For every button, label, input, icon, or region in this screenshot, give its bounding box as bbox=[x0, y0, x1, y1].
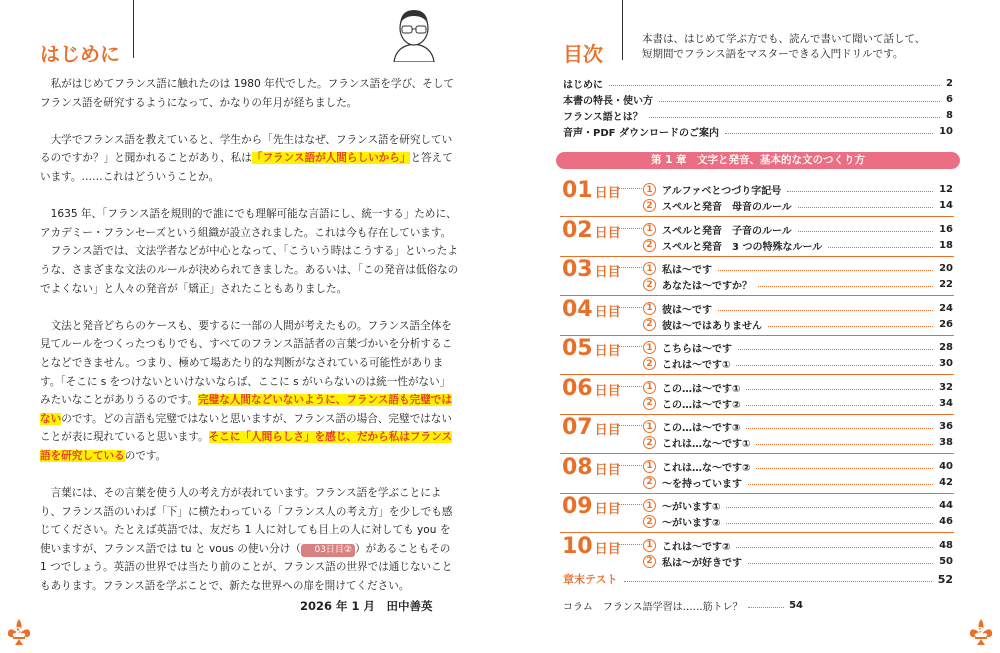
leader-dots bbox=[618, 386, 642, 387]
lesson-title: アルファベとつづり字記号 bbox=[662, 186, 782, 197]
leader-dots bbox=[618, 267, 642, 268]
lesson-page: 38 bbox=[939, 437, 953, 448]
lesson-page: 34 bbox=[939, 397, 953, 409]
margin-rule bbox=[622, 0, 623, 60]
leader-dots bbox=[618, 504, 642, 505]
lesson-page: 30 bbox=[939, 358, 953, 369]
highlight: 完璧な人間などいないように、フランス語も完璧ではない bbox=[40, 394, 452, 425]
toc-item-test[interactable]: 章末テスト 52 bbox=[563, 572, 953, 586]
toc-item[interactable]: フランス語とは？ 8 bbox=[563, 109, 953, 123]
lesson-page: 18 bbox=[939, 239, 953, 251]
highlight: 「フランス語が人間らしいから」 bbox=[251, 152, 411, 165]
lesson-page: 46 bbox=[939, 516, 953, 527]
lesson-number-badge: 1 bbox=[643, 420, 656, 433]
paragraph: フランス語では、文法学者などが中心となって、「こういう時はこうする」といったような、さまざまな文法のルールが決められてきました。あるいは、「この発音は低俗なのでよくない」と人々の発音が「矯正」されたこともありました。 bbox=[40, 245, 459, 295]
toc-lesson[interactable] bbox=[643, 380, 953, 395]
toc-lesson[interactable] bbox=[643, 356, 953, 371]
lesson-page: 32 bbox=[939, 381, 953, 393]
leader-dots bbox=[618, 465, 642, 466]
lesson-page: 28 bbox=[939, 342, 953, 353]
day-label: 07 日目 bbox=[562, 415, 621, 440]
day-label: 09 日目 bbox=[562, 494, 621, 519]
toc-lesson[interactable] bbox=[643, 198, 953, 213]
introduction-body bbox=[40, 75, 460, 614]
lesson-number-badge: 2 bbox=[643, 199, 656, 212]
toc-lesson[interactable] bbox=[643, 238, 953, 253]
toc-lesson[interactable] bbox=[643, 554, 953, 569]
lesson-title: こちらは～です bbox=[662, 344, 732, 355]
day-label: 05 日目 bbox=[562, 336, 621, 361]
lesson-number-badge: 1 bbox=[643, 499, 656, 512]
paragraph: 私がはじめてフランス語に触れたのは 1980 年代でした。フランス語を学び、そしてフランス語を研究するようになって、かなりの年月が経ちました。 bbox=[40, 78, 455, 109]
lesson-page: 24 bbox=[939, 302, 953, 314]
highlight: そこに「人間らしさ」を感じ、だから私はフランス語を研究している bbox=[40, 431, 452, 462]
toc-item[interactable]: 音声・PDF ダウンロードのご案内 10 bbox=[563, 125, 953, 139]
paragraph: 1635 年、「フランス語を規則的で誰にでも理解可能な言語にし、統一する」ために、アカデミー・フランセーズという組織が設立されました。これは今も存在しています。 bbox=[40, 208, 457, 239]
lesson-title: この…は～です③ bbox=[662, 423, 741, 434]
lesson-page: 22 bbox=[939, 279, 953, 290]
lesson-title: この…は～です① bbox=[662, 383, 741, 395]
lesson-number-badge: 2 bbox=[643, 239, 656, 252]
lesson-number-badge: 2 bbox=[643, 318, 656, 331]
toc-item-column[interactable]: コラム フランス語学習は……筋トレ？ 54 bbox=[563, 600, 803, 613]
lesson-title: 私は～が好きです bbox=[662, 557, 742, 569]
lesson-number-badge: 1 bbox=[643, 341, 656, 354]
lesson-title: スペルと発音 母音のルール bbox=[662, 202, 792, 213]
toc-lesson[interactable] bbox=[643, 498, 953, 513]
toc-title: 目次 bbox=[563, 42, 603, 66]
toc-lesson[interactable] bbox=[643, 222, 953, 237]
toc-lesson[interactable] bbox=[643, 419, 953, 434]
lesson-title: この…は～です② bbox=[662, 399, 741, 411]
leader-dots bbox=[618, 544, 642, 545]
lesson-title: ～がいます② bbox=[662, 518, 721, 529]
lesson-page: 14 bbox=[939, 200, 953, 211]
lesson-page: 20 bbox=[939, 263, 953, 274]
cross-reference-tag: 03日目② bbox=[301, 544, 355, 557]
lesson-page: 26 bbox=[939, 318, 953, 330]
lesson-number-badge: 1 bbox=[643, 302, 656, 315]
day-label: 04 日目 bbox=[562, 296, 621, 322]
day-label: 03 日目 bbox=[562, 257, 621, 282]
leader-dots bbox=[618, 228, 642, 229]
day-label: 10 日目 bbox=[562, 533, 621, 559]
lesson-page: 50 bbox=[939, 555, 953, 567]
lesson-title: スペルと発音 子音のルール bbox=[662, 225, 792, 237]
chapter-heading: 第 1 章 文字と発音、基本的な文のつくり方 bbox=[556, 152, 960, 169]
lesson-number-badge: 1 bbox=[643, 223, 656, 236]
day-label: 02 日目 bbox=[562, 217, 621, 243]
toc-lesson[interactable] bbox=[643, 317, 953, 332]
lesson-page: 12 bbox=[939, 184, 953, 195]
lesson-number-badge: 2 bbox=[643, 476, 656, 489]
lesson-number-badge: 1 bbox=[643, 381, 656, 394]
paragraph: 大学でフランス語を教えていると、学生から「先生はなぜ、フランス語を研究しているのですか？」と聞かれることがあり、私は「フランス語が人間らしいから」と答えています。……これはどういうことか。 bbox=[40, 133, 453, 183]
lesson-page: 36 bbox=[939, 421, 953, 432]
author-portrait bbox=[384, 4, 444, 62]
lesson-title: ～がいます① bbox=[662, 502, 721, 513]
day-label: 08 日目 bbox=[562, 454, 621, 480]
lesson-number-badge: 2 bbox=[643, 397, 656, 410]
toc-item[interactable]: 本書の特長・使い方 6 bbox=[563, 93, 953, 107]
lesson-number-badge: 2 bbox=[643, 278, 656, 291]
page-title: はじめに bbox=[40, 42, 120, 66]
lesson-page: 42 bbox=[939, 476, 953, 488]
lesson-page: 16 bbox=[939, 223, 953, 235]
paragraph: 文法と発音どちらのケースも、要するに一部の人間が考えたもの。フランス語全体を見てルールをつくったつもりでも、すべてのフランス語話者の言葉づかいを分析することなどできません。つまり、極めて場あたり的な判断がなされている可能性があります。「そこに s をつけないといけないならば、ここに s がいらないのは統一性がない」みたいなことがありうるのです。完璧な人間などいないように、フランス語も完璧ではないのです。どの言語も完璧ではないと思いますが、フランス語の場合、完璧ではないことが表に現れていると思います。そこに「人間らしさ」を感じ、だから私はフランス語を研究しているのです。 bbox=[40, 319, 453, 462]
lesson-number-badge: 1 bbox=[643, 262, 656, 275]
page-number: 3 bbox=[977, 626, 984, 637]
toc-lesson[interactable] bbox=[643, 182, 953, 197]
lesson-page: 48 bbox=[939, 539, 953, 551]
toc-lesson[interactable] bbox=[643, 459, 953, 474]
paragraph: 言葉には、その言葉を使う人の考え方が表れています。フランス語を学ぶことにより、フランス語のいわば「下」に横たわっている「フランス人の考え方」を少しでも感じてください。たとえば英語では、友だち 1 人に対しても目上の人に対しても you を使いますが、フランス語では tu と vous の使い分け（ 03日目② ）があることもその 1 つでしょう。英語の世界では当たり前のことが、フランス語の世界では通じないこともあります。フランス語を学ぶことで、新たな世界への扉を開けてください。 bbox=[40, 487, 453, 593]
toc-intro: 本書は、はじめて学ぶ方でも、読んで書いて聞いて話して、 短期間でフランス語をマスターできる入門ドリルです。 bbox=[642, 33, 926, 60]
toc-lesson[interactable] bbox=[643, 340, 953, 355]
lesson-number-badge: 2 bbox=[643, 357, 656, 370]
lesson-title: スペルと発音 3 つの特殊なルール bbox=[662, 241, 823, 253]
page-number: 2 bbox=[15, 626, 22, 637]
toc-lesson[interactable] bbox=[643, 514, 953, 529]
lesson-title: 彼は～です bbox=[662, 304, 712, 316]
lesson-title: 私は～です bbox=[662, 265, 712, 276]
lesson-number-badge: 2 bbox=[643, 555, 656, 568]
toc-lesson[interactable] bbox=[643, 277, 953, 292]
lesson-title: これは～です② bbox=[662, 541, 731, 553]
margin-rule bbox=[133, 0, 134, 58]
lesson-number-badge: 1 bbox=[643, 183, 656, 196]
toc-lesson[interactable] bbox=[643, 301, 953, 316]
lesson-page: 44 bbox=[939, 500, 953, 511]
lesson-number-badge: 1 bbox=[643, 539, 656, 552]
leader-dots bbox=[618, 346, 642, 347]
lesson-title: 彼は～ではありません bbox=[662, 320, 762, 332]
lesson-number-badge: 1 bbox=[643, 460, 656, 473]
lesson-title: ～を持っています bbox=[662, 478, 742, 490]
toc-lesson[interactable] bbox=[643, 396, 953, 411]
leader-dots bbox=[618, 188, 642, 189]
day-label: 01 日目 bbox=[562, 178, 621, 203]
toc-lesson[interactable] bbox=[643, 475, 953, 490]
lesson-page: 40 bbox=[939, 460, 953, 472]
signature: 2026 年 1 月 田中善英 bbox=[300, 599, 433, 613]
toc-lesson[interactable] bbox=[643, 261, 953, 276]
lesson-number-badge: 2 bbox=[643, 515, 656, 528]
lesson-title: あなたは～ですか？ bbox=[662, 281, 752, 292]
leader-dots bbox=[618, 307, 642, 308]
lesson-title: これは～です① bbox=[662, 360, 731, 371]
toc-lesson[interactable] bbox=[643, 435, 953, 450]
toc-lesson[interactable] bbox=[643, 538, 953, 553]
toc-item[interactable]: はじめに 2 bbox=[563, 77, 953, 91]
lesson-title: これは…な～です① bbox=[662, 439, 751, 450]
lesson-title: これは…な～です② bbox=[662, 462, 751, 474]
lesson-number-badge: 2 bbox=[643, 436, 656, 449]
day-label: 06 日目 bbox=[562, 375, 621, 401]
leader-dots bbox=[618, 425, 642, 426]
